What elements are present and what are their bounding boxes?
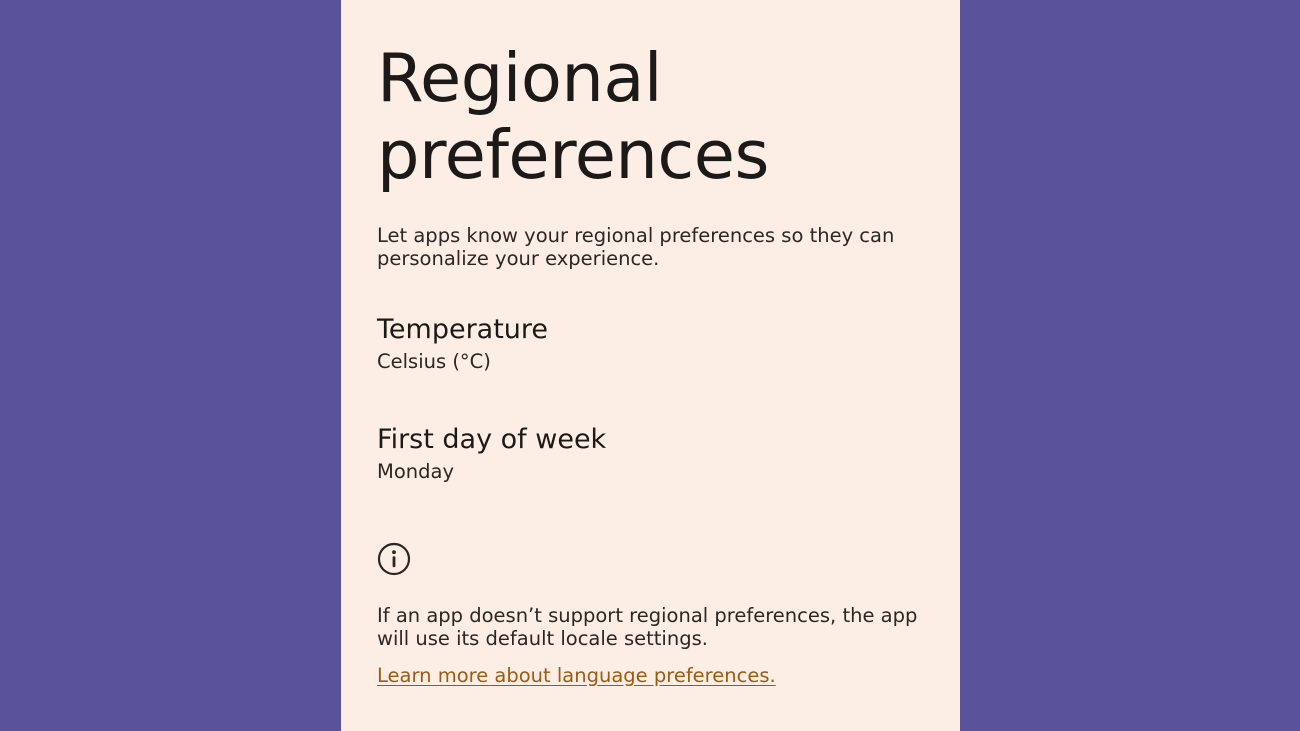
setting-first-day-of-week-label: First day of week [377,423,607,455]
page-title: Regional preferences [377,39,769,195]
setting-first-day-of-week[interactable] [377,424,924,484]
info-text: If an app doesn’t support regional preferences, the app will use its default locale settings. [377,603,918,650]
page-description: Let apps know your regional preferences so they can personalize your experience. [377,224,895,271]
setting-temperature[interactable] [377,314,924,374]
regional-preferences-panel [341,0,960,731]
setting-temperature-value: Celsius (°C) [377,350,491,374]
setting-temperature-label: Temperature [377,314,549,346]
info-block [377,542,924,687]
learn-more-link[interactable]: Learn more about language preferences. [377,663,776,687]
info-circle-icon [377,542,411,576]
setting-first-day-of-week-value: Monday [377,460,454,484]
